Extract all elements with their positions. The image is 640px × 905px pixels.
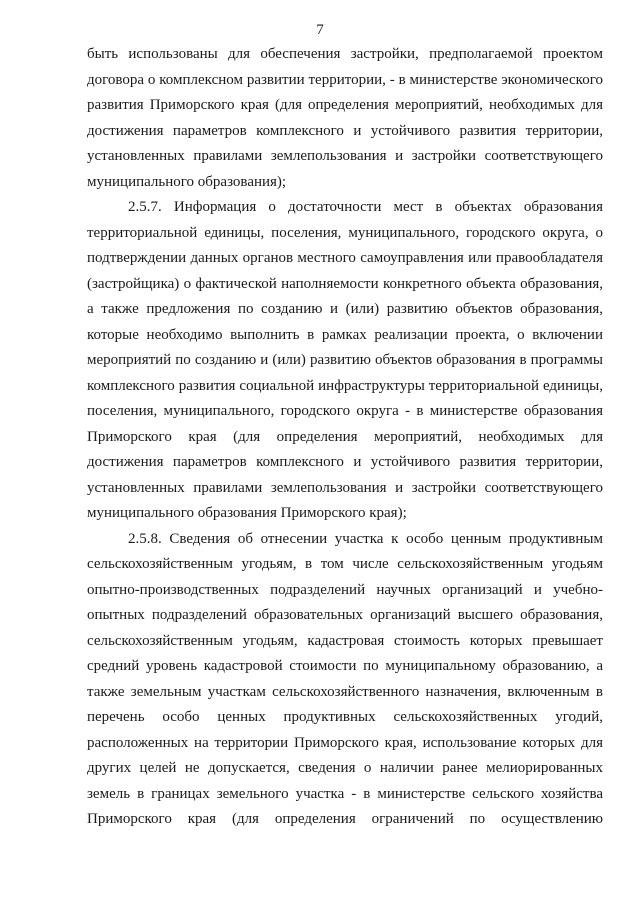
document-body <box>87 42 603 833</box>
page-number: 7 <box>316 22 324 38</box>
paragraph-continuation: быть использованы для обеспечения застройки, предполагаемой проектом договора о комплексном развитии территории, - в министерстве экономического развития Приморского края (для определения мероприятий, необходимых для достижения параметров комплексного и устойчивого развития территории, установленных правилами землепользования и застройки соответствующего муниципального образования); <box>87 46 603 190</box>
paragraph-2-5-7: 2.5.7. Информация о достаточности мест в объектах образования территориальной единицы, поселения, муниципального, городского округа, о подтверждении данных органов местного самоуправления или правообладателя (застройщика) о фактической наполняемости конкретного объекта образования, а также предложения по созданию и (или) развитию объектов образования, которые необходимо выполнить в рамках реализации проекта, о включении мероприятий по созданию и (или) развитию объектов образования в программы комплексного развития социальной инфраструктуры территориальной единицы, поселения, муниципального, городского округа - в министерстве образования Приморского края (для определения мероприятий, необходимых для достижения параметров комплексного и устойчивого развития территории, установленных правилами землепользования и застройки соответствующего муниципального образования Приморского края); <box>87 199 603 521</box>
paragraph-2-5-8: 2.5.8. Сведения об отнесении участка к особо ценным продуктивным сельскохозяйственным угодьям, в том числе сельскохозяйственным угодьям опытно-производственных подразделений научных организаций и учебно-опытных подразделений образовательных организаций высшего образования, сельскохозяйственным угодьям, кадастровая стоимость которых превышает средний уровень кадастровой стоимости по муниципальному образованию, а также земельным участкам сельскохозяйственного назначения, включенным в перечень особо ценных продуктивных сельскохозяйственных угодий, расположенных на территории Приморского края, использование которых для других целей не допускается, сведения о наличии ранее мелиорированных земель в границах земельного участка - в министерстве сельского хозяйства Приморского края (для определения ограничений по осуществлению <box>87 530 603 827</box>
